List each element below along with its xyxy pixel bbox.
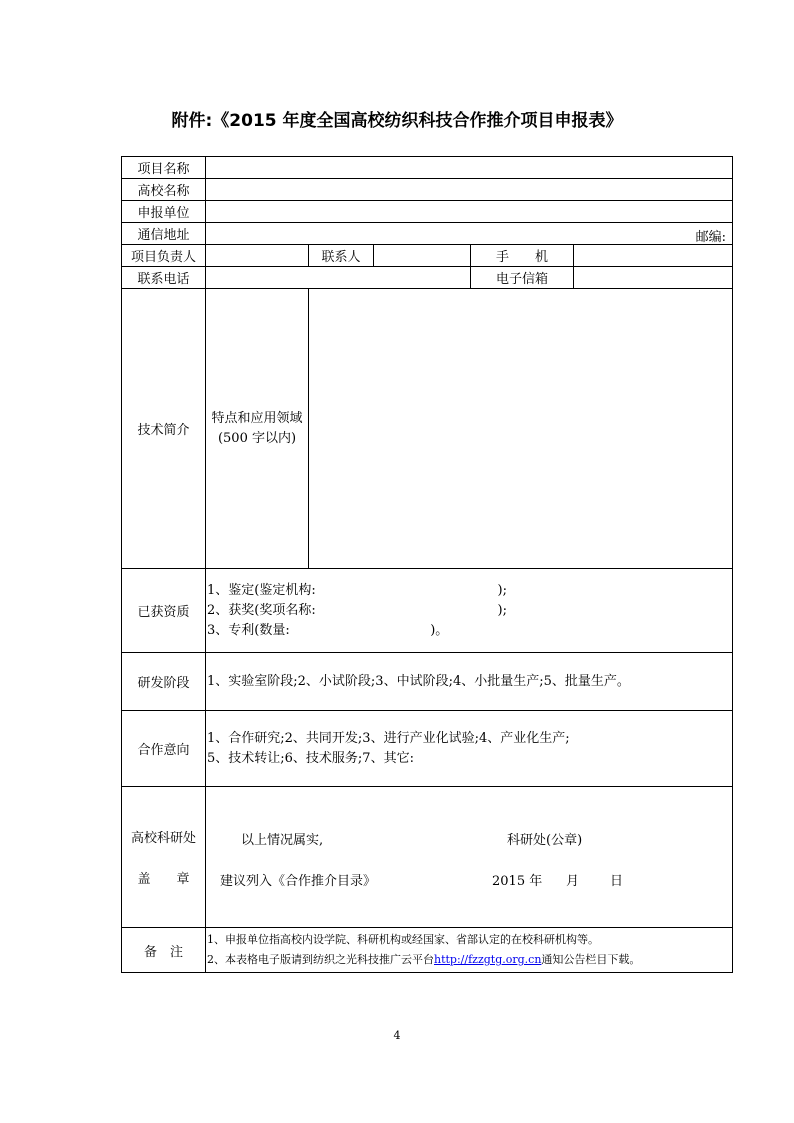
address-field[interactable] — [206, 223, 733, 245]
page-title: 附件:《2015 年度全国高校纺织科技合作推介项目申报表》 — [171, 111, 623, 131]
row-research-office — [122, 787, 733, 928]
cooperation-line-1: 1、合作研究;2、共同开发;3、进行产业化试验;4、产业化生产; — [207, 730, 570, 746]
statement-text: 以上情况属实, — [241, 833, 324, 848]
tech-label: 技术简介 — [122, 289, 206, 569]
research-office-label — [122, 787, 206, 928]
project-leader-label: 项目负责人 — [122, 245, 206, 267]
notes-field — [206, 928, 733, 973]
applicant-unit-field[interactable] — [206, 201, 733, 223]
stamp-text: 科研处(公章) — [507, 833, 583, 848]
tech-sub-label-2: (500 字以内) — [217, 430, 297, 446]
row-phone — [122, 267, 733, 289]
row-tech — [122, 289, 733, 569]
recommend-text: 建议列入《合作推介目录》 — [220, 874, 377, 889]
month-text: 月 — [566, 874, 580, 889]
contact-person-label: 联系人 — [309, 245, 374, 267]
email-label: 电子信箱 — [471, 267, 574, 289]
postal-code-label: 邮编: — [695, 230, 727, 245]
qualifications-label: 已获资质 — [122, 569, 206, 653]
note-line-1: 1、申报单位指高校内设学院、科研机构或经国家、省部认定的在校科研机构等。 — [207, 933, 599, 946]
row-rd-stage — [122, 653, 733, 711]
project-name-label: 项目名称 — [122, 157, 206, 179]
note-line-2-prefix: 2、本表格电子版请到纺织之光科技推广云平台 — [207, 953, 434, 966]
applicant-unit-label: 申报单位 — [122, 201, 206, 223]
qualifications-field[interactable] — [206, 569, 733, 653]
cooperation-line-2: 5、技术转让;6、技术服务;7、其它: — [207, 750, 414, 766]
row-applicant-unit — [122, 201, 733, 223]
phone-label: 联系电话 — [122, 267, 206, 289]
mobile-label: 手 机 — [471, 245, 574, 267]
university-name-label: 高校名称 — [122, 179, 206, 201]
day-text: 日 — [610, 874, 624, 889]
contact-person-field[interactable] — [374, 245, 471, 267]
row-notes — [122, 928, 733, 973]
row-university-name — [122, 179, 733, 201]
tech-sub-label — [206, 289, 309, 569]
project-name-field[interactable] — [206, 157, 733, 179]
tech-description-field[interactable] — [309, 289, 733, 569]
platform-link[interactable]: http://fzzgtg.org.cn — [434, 953, 542, 966]
research-office-label-1: 高校科研处 — [130, 831, 196, 846]
rd-stage-field[interactable]: 1、实验室阶段;2、小试阶段;3、中试阶段;4、小批量生产;5、批量生产。 — [206, 653, 733, 711]
note-line-2 — [207, 950, 732, 970]
qualification-item-appraisal: 1、鉴定(鉴定机构: ); — [207, 582, 507, 598]
row-address — [122, 223, 733, 245]
mobile-field[interactable] — [574, 245, 733, 267]
row-qualifications — [122, 569, 733, 653]
cooperation-label: 合作意向 — [122, 711, 206, 787]
rd-stage-label: 研发阶段 — [122, 653, 206, 711]
notes-label: 备 注 — [122, 928, 206, 973]
email-field[interactable] — [574, 267, 733, 289]
research-office-field[interactable] — [206, 787, 733, 928]
application-form — [121, 156, 733, 973]
university-name-field[interactable] — [206, 179, 733, 201]
cooperation-field[interactable] — [206, 711, 733, 787]
page-number: 4 — [393, 1029, 401, 1042]
research-office-label-2: 盖 章 — [137, 872, 190, 887]
qualification-item-award: 2、获奖(奖项名称: ); — [207, 602, 507, 618]
year-text: 2015 年 — [492, 874, 543, 889]
project-leader-field[interactable] — [206, 245, 309, 267]
row-project-leader — [122, 245, 733, 267]
row-project-name — [122, 157, 733, 179]
tech-sub-label-1: 特点和应用领域 — [211, 410, 303, 426]
address-label: 通信地址 — [122, 223, 206, 245]
row-cooperation — [122, 711, 733, 787]
phone-field[interactable] — [206, 267, 471, 289]
qualification-item-patent: 3、专利(数量: )。 — [207, 622, 449, 638]
note-line-2-suffix: 通知公告栏目下载。 — [541, 953, 641, 966]
